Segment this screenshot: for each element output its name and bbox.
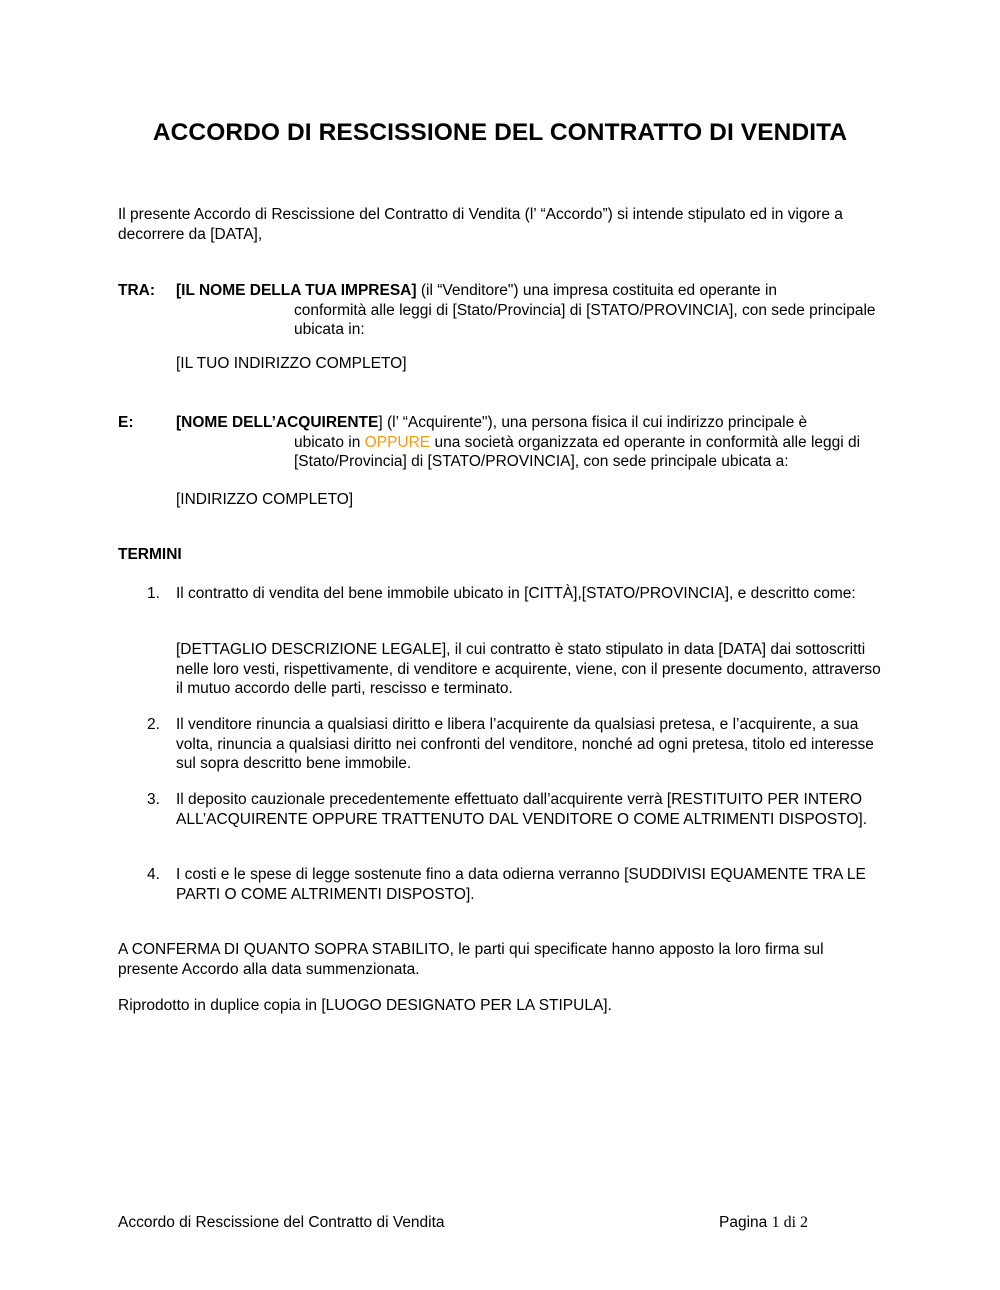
seller-continuation: conformità alle leggi di [Stato/Provincia] di [STATO/PROVINCIA], con sede principale ubicata in: bbox=[294, 301, 876, 338]
buyer-cont-after: una società organizzata ed operante in conformità alle leggi di [Stato/Provincia] di [STATO/PROVINCIA], con sede principale ubicata a: bbox=[294, 433, 861, 470]
term-text: Il venditore rinuncia a qualsiasi diritto e libera l’acquirente da qualsiasi pretesa, e l’acquirente, a sua volta, rinuncia a qualsiasi diritto nei confronti del venditore, nonché ad ogni pretesa, titolo ed interesse sul sopra descritto bene immobile. bbox=[176, 716, 874, 772]
buyer-address: [INDIRIZZO COMPLETO] bbox=[176, 491, 354, 508]
buyer-party bbox=[118, 413, 888, 533]
seller-label: TRA: bbox=[118, 282, 156, 299]
term-number: 4. bbox=[147, 866, 160, 883]
term-legal-description: [DETTAGLIO DESCRIZIONE LEGALE], il cui contratto è stato stipulato in data [DATA] dai sottoscritti nelle loro vesti, rispettivamente, di venditore e acquirente, viene, con il presente documento, attraverso il mutuo accordo delle parti, rescisso e terminato. bbox=[176, 641, 881, 697]
term-text: Il contratto di vendita del bene immobile ubicato in [CITTÀ],[STATO/PROVINCIA], e descritto come: bbox=[176, 585, 856, 602]
footer-page-number bbox=[719, 1213, 808, 1233]
buyer-name-close: ] bbox=[378, 414, 383, 431]
intro-paragraph: Il presente Accordo di Rescissione del Contratto di Vendita (l’ “Accordo”) si intende stipulato ed in vigore a decorrere da [DATA], bbox=[118, 206, 843, 243]
buyer-name: [NOME DELL’ACQUIRENTE bbox=[176, 414, 379, 431]
footer-page-sep: di bbox=[779, 1214, 801, 1231]
term-number: 3. bbox=[147, 791, 160, 808]
reproduced-paragraph: Riprodotto in duplice copia in [LUOGO DESIGNATO PER LA STIPULA]. bbox=[118, 997, 612, 1014]
footer-page-current: 1 bbox=[771, 1214, 780, 1231]
buyer-continuation bbox=[294, 433, 886, 472]
seller-first-line bbox=[176, 281, 886, 301]
seller-name: [IL NOME DELLA TUA IMPRESA] bbox=[176, 282, 417, 299]
buyer-label: E: bbox=[118, 414, 134, 431]
buyer-line1-rest: (l’ “Acquirente"), una persona fisica il cui indirizzo principale è bbox=[382, 414, 808, 431]
seller-address: [IL TUO INDIRIZZO COMPLETO] bbox=[176, 355, 407, 372]
seller-party bbox=[118, 281, 888, 401]
seller-line1-rest: (il “Venditore") una impresa costituita ed operante in bbox=[416, 282, 778, 299]
footer-page-label: Pagina bbox=[719, 1214, 772, 1231]
term-text: I costi e le spese di legge sostenute fino a data odierna verranno [SUDDIVISI EQUAMENTE TRA LE PARTI O COME ALTRIMENTI DISPOSTO]. bbox=[176, 866, 866, 903]
buyer-first-line bbox=[176, 413, 886, 433]
term-number: 2. bbox=[147, 716, 160, 733]
footer-document-name: Accordo di Rescissione del Contratto di Vendita bbox=[118, 1214, 445, 1231]
buyer-cont-before: ubicato in bbox=[294, 433, 365, 451]
terms-heading: TERMINI bbox=[118, 546, 182, 563]
footer-page-total: 2 bbox=[800, 1214, 809, 1231]
confirmation-paragraph: A CONFERMA DI QUANTO SOPRA STABILITO, le parti qui specificate hanno apposto la loro firma sul presente Accordo alla data summenzionata. bbox=[118, 941, 824, 978]
buyer-oppure: OPPURE bbox=[364, 433, 431, 451]
document-title: ACCORDO DI RESCISSIONE DEL CONTRATTO DI VENDITA bbox=[152, 119, 848, 146]
term-number: 1. bbox=[147, 585, 160, 602]
term-text: Il deposito cauzionale precedentemente effettuato dall’acquirente verrà [RESTITUITO PER INTERO ALL’ACQUIRENTE OPPURE TRATTENUTO DAL VENDITORE O COME ALTRIMENTI DISPOSTO]. bbox=[176, 791, 868, 828]
